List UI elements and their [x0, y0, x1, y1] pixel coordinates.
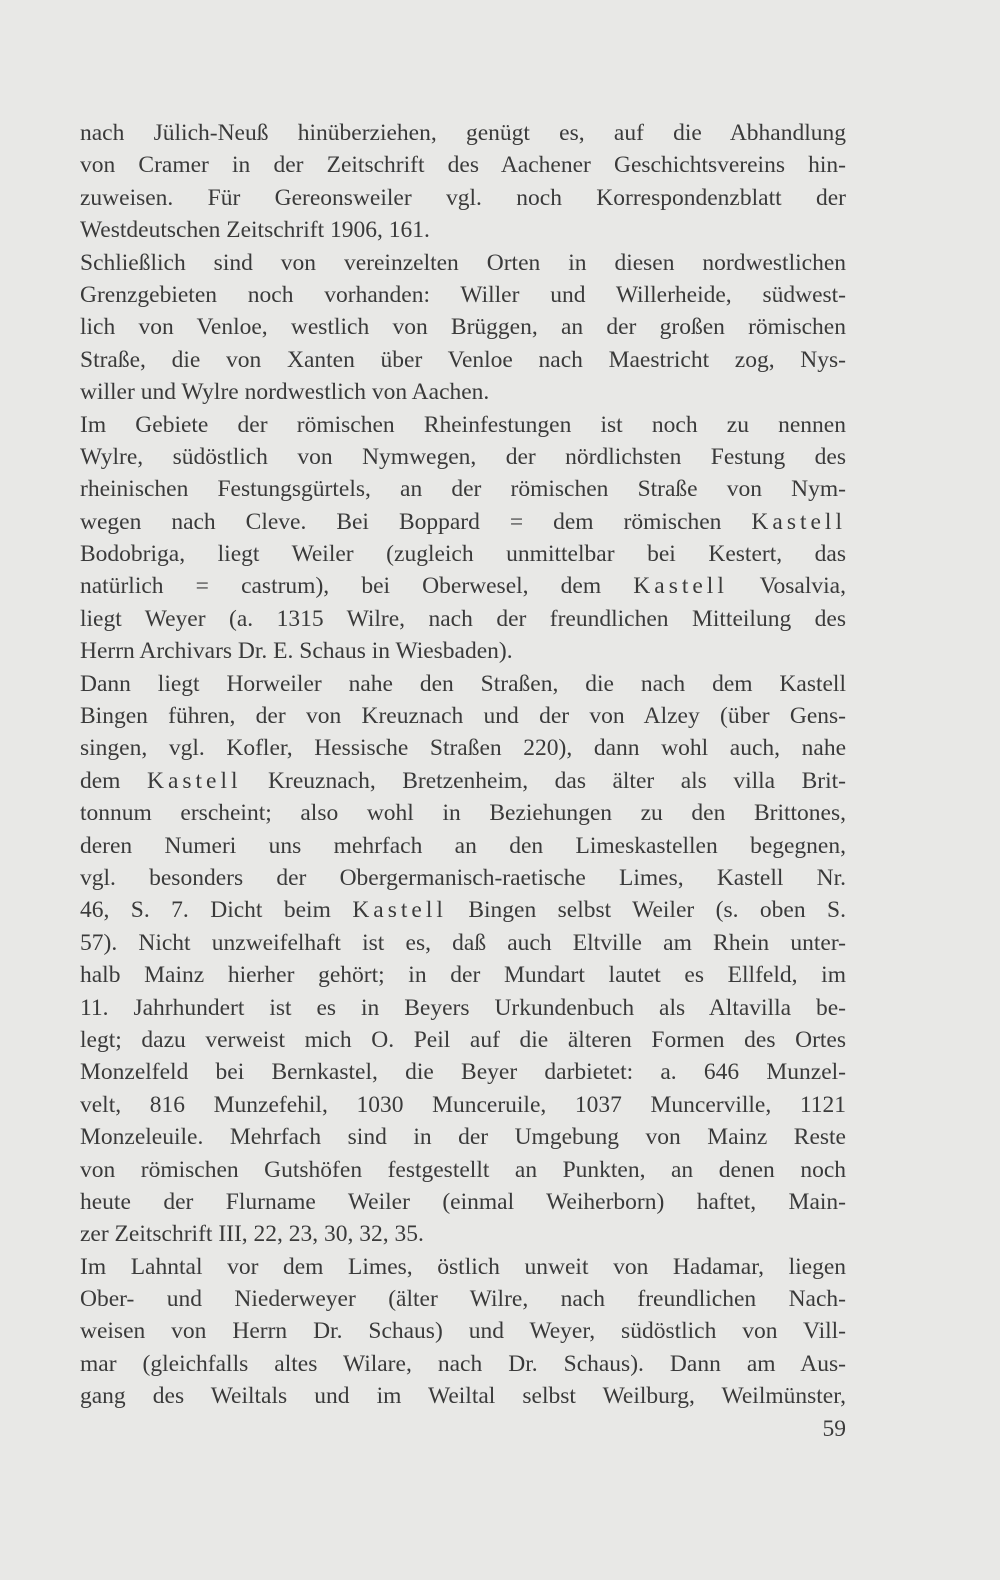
spaced-word: Kastell [633, 573, 728, 600]
text-line: Herrn Archivars Dr. E. Schaus in Wiesbaden). [80, 638, 513, 665]
text-segment: 46, S. 7. Dicht beim [80, 897, 353, 924]
text-line: velt, 816 Munzefehil, 1030 Munceruile, 1037 Muncerville, 1121 [80, 1091, 846, 1118]
spaced-word: Kastell [352, 897, 447, 924]
spaced-word: Kastell [146, 767, 242, 794]
text-line: tonnum erscheint; also wohl in Beziehungen zu den Brittones, [80, 800, 846, 827]
text-line: Bodobriga, liegt Weiler (zugleich unmittelbar bei Kestert, das [80, 541, 846, 568]
text-line: von römischen Gutshöfen festgestellt an Punkten, an denen noch [80, 1156, 846, 1183]
text-line: nach Jülich-Neuß hinüberziehen, genügt es, auf die Abhandlung [80, 120, 846, 146]
text-line: Westdeutschen Zeitschrift 1906, 161. [80, 217, 430, 244]
text-line: Grenzgebieten noch vorhanden: Willer und Willerheide, südwest- [80, 281, 846, 308]
text-line: Im Gebiete der römischen Rheinfestungen ist noch zu nennen [80, 411, 846, 438]
text-line: mar (gleichfalls altes Wilare, nach Dr. Schaus). Dann am Aus- [80, 1350, 846, 1377]
text-line [80, 570, 846, 602]
text-line: 57). Nicht unzweifelhaft ist es, daß auch Eltville am Rhein unter- [80, 929, 846, 956]
text-line: vgl. besonders der Obergermanisch-raetische Limes, Kastell Nr. [80, 864, 846, 891]
text-line: rheinischen Festungsgürtels, an der römischen Straße von Nym- [80, 476, 846, 503]
text-line: von Cramer in der Zeitschrift des Aachener Geschichtsvereins hin- [80, 152, 846, 179]
text-line: 11. Jahrhundert ist es in Beyers Urkundenbuch als Altavilla be- [80, 994, 846, 1021]
text-line: Ober- und Niederweyer (älter Wilre, nach freundlichen Nach- [80, 1286, 846, 1313]
text-line [80, 765, 846, 797]
text-line: heute der Flurname Weiler (einmal Weiherborn) haftet, Main- [80, 1188, 846, 1215]
page-number: 59 [822, 1416, 846, 1442]
text-line: Dann liegt Horweiler nahe den Straßen, die nach dem Kastell [80, 670, 846, 697]
text-line: Straße, die von Xanten über Venloe nach Maestricht zog, Nys- [80, 346, 846, 373]
text-line: Bingen führen, der von Kreuznach und der von Alzey (über Gens- [80, 703, 846, 730]
text-line: willer und Wylre nordwestlich von Aachen. [80, 379, 490, 406]
text-line: halb Mainz hierher gehört; in der Mundart lautet es Ellfeld, im [80, 962, 846, 989]
text-line: legt; dazu verweist mich O. Peil auf die älteren Formen des Ortes [80, 1026, 846, 1053]
text-line [80, 894, 846, 926]
text-segment: Bingen selbst Weiler (s. oben S. [446, 897, 846, 924]
text-segment: natürlich = castrum), bei Oberwesel, dem [80, 573, 634, 600]
text-line: Monzelfeld bei Bernkastel, die Beyer darbietet: a. 646 Munzel- [80, 1059, 846, 1086]
body-text [80, 117, 846, 1413]
text-line: Schließlich sind von vereinzelten Orten in diesen nordwestlichen [80, 249, 846, 276]
text-line: liegt Weyer (a. 1315 Wilre, nach der freundlichen Mitteilung des [80, 605, 846, 632]
text-line: Monzeleuile. Mehrfach sind in der Umgebung von Mainz Reste [80, 1124, 846, 1151]
text-line [80, 506, 846, 538]
text-line: gang des Weiltals und im Weiltal selbst Weilburg, Weilmünster, [80, 1383, 846, 1410]
text-segment: wegen nach Cleve. Bei Boppard = dem römischen [80, 508, 752, 535]
text-segment: Vosalvia, [727, 573, 846, 600]
spaced-word: Kastell [751, 508, 846, 535]
text-line: Wylre, südöstlich von Nymwegen, der nördlichsten Festung des [80, 443, 846, 470]
text-line: lich von Venloe, westlich von Brüggen, an der großen römischen [80, 314, 846, 341]
text-segment: Kreuznach, Bretzenheim, das älter als villa Brit- [241, 767, 846, 794]
text-line: weisen von Herrn Dr. Schaus) und Weyer, südöstlich von Vill- [80, 1318, 846, 1345]
text-line: singen, vgl. Kofler, Hessische Straßen 220), dann wohl auch, nahe [80, 735, 846, 762]
text-line: zuweisen. Für Gereonsweiler vgl. noch Korrespondenzblatt der [80, 184, 846, 211]
text-line: deren Numeri uns mehrfach an den Limeskastellen begegnen, [80, 832, 846, 859]
text-line: Im Lahntal vor dem Limes, östlich unweit von Hadamar, liegen [80, 1253, 846, 1280]
text-segment: dem [80, 767, 147, 794]
text-line: zer Zeitschrift III, 22, 23, 30, 32, 35. [80, 1221, 424, 1248]
